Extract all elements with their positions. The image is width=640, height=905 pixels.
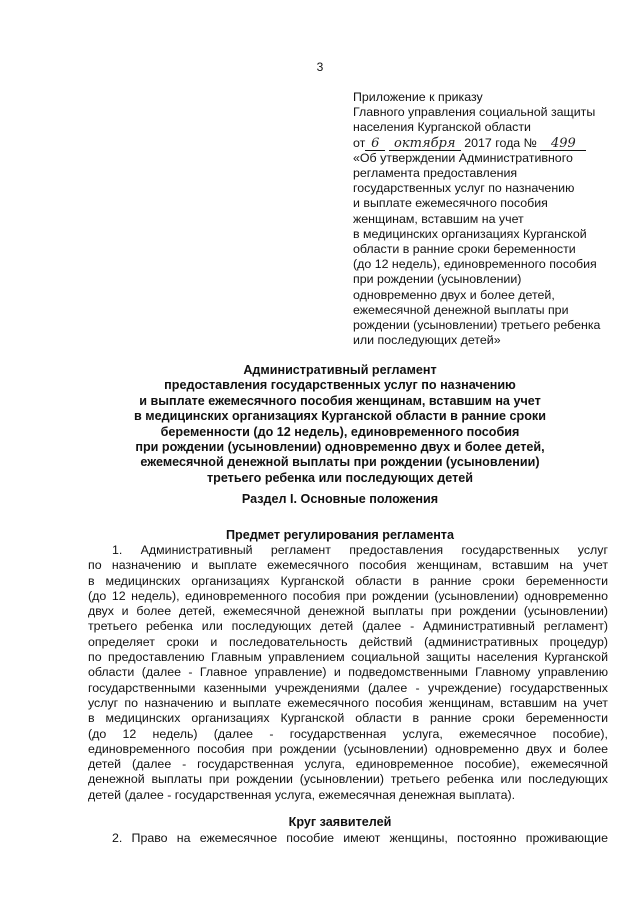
document-title <box>60 363 620 486</box>
paragraph-line: области (далее - Главное управление) и подведомственными Главному управлению <box>88 665 608 680</box>
appendix-line: государственных услуг по назначению <box>353 181 575 196</box>
appendix-title-lines <box>353 151 628 349</box>
appendix-line: населения Курганской области <box>353 120 531 135</box>
appendix-line: или последующих детей» <box>353 333 501 348</box>
paragraph-line: (до 12 недель), единовременного пособия при рождении (усыновлении) одновременно <box>88 588 608 603</box>
applicants-heading: Круг заявителей <box>288 815 392 829</box>
appendix-line: регламента предоставления <box>353 166 518 181</box>
paragraph-line: в медицинских организациях Курганской области в ранние сроки беременности <box>88 573 608 588</box>
paragraph-line: в медицинских организациях Курганской области в ранние сроки беременности <box>88 711 608 726</box>
section-heading: Раздел I. Основные положения <box>241 492 439 506</box>
paragraph-line: определяет сроки и последовательность действий (административных процедур) <box>88 634 608 649</box>
paragraph-line: по предоставлению Главным управлением социальной защиты населения Курганской <box>88 650 608 665</box>
appendix-line: при рождении (усыновлении) <box>353 272 522 287</box>
handwritten-order-number: 499 <box>540 138 586 151</box>
title-line: третьего ребенка или последующих детей <box>206 470 474 485</box>
handwritten-month: октября <box>389 138 461 151</box>
page-number: 3 <box>316 60 324 74</box>
appendix-line: в медицинских организациях Курганской <box>353 226 587 241</box>
appendix-line: ежемесячной денежной выплаты при <box>353 302 569 317</box>
handwritten-day: 6 <box>365 138 385 151</box>
appendix-line: женщинам, вставшим на учет <box>353 211 524 226</box>
paragraph-1 <box>88 543 608 803</box>
title-line: беременности (до 12 недель), единовременного пособия <box>160 424 520 439</box>
appendix-line: одновременно двух и более детей, <box>353 287 555 302</box>
appendix-line: области в ранние сроки беременности <box>353 242 576 257</box>
paragraph-line: единовременного пособия при рождении (усыновлении) одновременно двух и более <box>88 741 608 756</box>
appendix-line: рождении (усыновлении) третьего ребенка <box>353 318 601 333</box>
order-date-line <box>353 136 628 151</box>
appendix-line: и выплате ежемесячного пособия <box>353 196 548 211</box>
appendix-line: Приложение к приказу <box>353 90 483 104</box>
title-line: в медицинских организациях Курганской области в ранние сроки <box>134 409 546 424</box>
paragraph-line: двух и более детей, ежемесячной денежной выплаты при рождении (усыновлении) <box>88 604 608 619</box>
paragraph-line: по назначению и выплате ежемесячного пособия женщинам, вставшим на учет <box>88 558 608 573</box>
paragraph-line: детей (далее - государственная услуга, единовременное пособие), ежемесячной <box>88 757 608 772</box>
title-line: и выплате ежемесячного пособия женщинам, вставшим на учет <box>139 393 541 408</box>
subject-heading: Предмет регулирования регламента <box>226 528 454 542</box>
title-line: предоставления государственных услуг по назначению <box>164 378 516 393</box>
title-line: ежемесячной денежной выплаты при рождении (усыновлении) <box>140 455 540 470</box>
appendix-line: «Об утверждении Административного <box>353 150 573 165</box>
paragraph-2 <box>88 831 608 846</box>
paragraph-line: государственными казенными учреждениями (далее - учреждение) государственных <box>88 680 608 695</box>
paragraph-line: 1. Административный регламент предоставления государственных услуг <box>112 543 608 557</box>
appendix-line: (до 12 недель), единовременного пособия <box>353 257 597 272</box>
title-line: Административный регламент <box>243 363 437 377</box>
paragraph-line: 2. Право на ежемесячное пособие имеют женщины, постоянно проживающие <box>112 831 608 845</box>
date-prefix: от <box>353 135 366 150</box>
paragraph-line: денежной выплаты при рождении (усыновлении) третьего ребенка или последующих <box>88 772 608 787</box>
paragraph-line: услуг по назначению и выплате ежемесячного пособия женщинам, вставшим на учет <box>88 695 608 710</box>
paragraph-line: (до 12 недель) (далее - государственная услуга, ежемесячное пособие), <box>88 726 608 741</box>
paragraph-line: детей (далее - государственная услуга, ежемесячная денежная выплата). <box>88 787 516 802</box>
paragraph-line: третьего ребенка или последующих детей (далее - Административный регламент) <box>88 619 608 634</box>
appendix-block <box>353 90 628 348</box>
appendix-line: Главного управления социальной защиты <box>353 105 596 120</box>
title-line: при рождении (усыновлении) одновременно двух и более детей, <box>135 440 545 455</box>
date-year: 2017 года № <box>464 135 537 150</box>
